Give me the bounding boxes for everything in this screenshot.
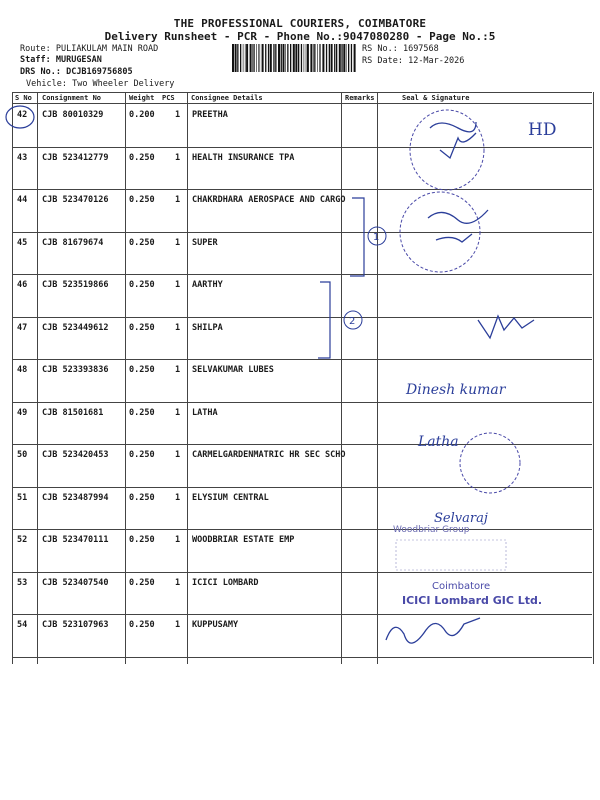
rs-date-line <box>362 56 464 66</box>
barcode-bar <box>319 44 320 72</box>
row-pcs: 1 <box>175 492 181 503</box>
row-pcs: 1 <box>175 237 181 248</box>
row-pcs: 1 <box>175 110 181 120</box>
barcode-bar <box>348 44 349 72</box>
sig-latha: Latha <box>418 434 459 450</box>
barcode-bar <box>329 44 330 72</box>
row-consignment-no: CJB 523487994 <box>42 492 109 503</box>
barcode-bar <box>341 44 342 72</box>
row-weight: 0.250 <box>129 450 155 460</box>
rs-no-value: 1697568 <box>402 44 439 54</box>
row-border <box>12 317 592 318</box>
row-consignment-no: CJB 523519866 <box>42 280 109 290</box>
row-consignee: SHILPA <box>192 322 223 333</box>
row-sno: 47 <box>17 322 28 333</box>
col-divider-remarks <box>377 92 378 664</box>
row-sno: 52 <box>17 535 28 545</box>
row-consignment-no: CJB 523107963 <box>42 620 109 630</box>
row-consignee: CHAKRDHARA AEROSPACE AND CARGO <box>192 195 346 205</box>
col-divider-details <box>341 92 342 664</box>
row-weight: 0.250 <box>129 195 155 205</box>
row-border <box>12 487 592 488</box>
row-consignment-no: CJB 523449612 <box>42 322 109 333</box>
row-consignee: ICICI LOMBARD <box>192 577 259 588</box>
barcode-bar <box>326 44 327 72</box>
barcode-bar <box>293 44 295 72</box>
barcode-bar <box>317 44 318 72</box>
rs-no-label: RS No.: <box>362 44 398 54</box>
annot-one: 1 <box>373 232 380 243</box>
row-consignment-no: CJB 523407540 <box>42 577 109 588</box>
barcode-bar <box>273 44 274 72</box>
col-header-details: Consignee Details <box>191 94 263 102</box>
col-divider-sno <box>37 92 38 664</box>
row-sno: 50 <box>17 450 28 460</box>
col-header-remarks: Remarks <box>345 94 375 102</box>
row-weight: 0.250 <box>129 280 155 290</box>
barcode-bar <box>237 44 238 72</box>
stamp-icici: ICICI Lombard GIC Ltd. <box>402 594 543 607</box>
row-consignee: LATHA <box>192 407 218 418</box>
barcode-bar <box>290 44 291 72</box>
table-top-border <box>12 92 592 93</box>
stamp-coimbatore: Coimbatore <box>432 581 491 592</box>
barcode-bar <box>287 44 288 72</box>
vehicle-value: Two Wheeler Delivery <box>72 79 175 89</box>
rs-no-line <box>362 44 439 54</box>
barcode-bar <box>295 44 297 72</box>
staff-value: MURUGESAN <box>55 55 102 65</box>
row-weight: 0.250 <box>129 365 155 375</box>
sig-selvaraj: Selvaraj <box>434 511 488 526</box>
row-border <box>12 147 592 148</box>
col-divider-pcs <box>187 92 188 664</box>
row-pcs: 1 <box>175 620 181 630</box>
barcode-bar <box>304 44 305 72</box>
barcode-bar <box>320 44 321 72</box>
col-header-consignment: Consignment No <box>42 94 102 102</box>
row-weight: 0.250 <box>129 237 155 248</box>
barcode-bar <box>252 44 253 72</box>
row-pcs: 1 <box>175 195 181 205</box>
row-border <box>12 657 592 658</box>
row-pcs: 1 <box>175 365 181 375</box>
row-pcs: 1 <box>175 152 181 163</box>
row-consignee: CARMELGARDENMATRIC HR SEC SCHO <box>192 450 346 460</box>
col-header-pcs: PCS <box>162 94 175 102</box>
barcode-bar <box>270 44 272 72</box>
row-consignment-no: CJB 523420453 <box>42 450 109 460</box>
barcode-bar <box>240 44 241 72</box>
row-consignee: HEALTH INSURANCE TPA <box>192 152 295 163</box>
barcode-bar <box>331 44 333 72</box>
barcode-bar <box>346 44 347 72</box>
row-border <box>12 402 592 403</box>
sig-dinesh: Dinesh kumar <box>406 382 506 398</box>
barcode-bar <box>278 44 280 72</box>
row-border <box>12 359 592 360</box>
row-consignment-no: CJB 81679674 <box>42 237 104 248</box>
staff-line <box>20 55 102 65</box>
row-consignment-no: CJB 523412779 <box>42 152 109 163</box>
row-weight: 0.250 <box>129 535 155 545</box>
barcode-bar <box>232 44 234 72</box>
table-header-border <box>12 103 592 104</box>
barcode-bar <box>339 44 341 72</box>
row-sno: 44 <box>17 195 28 205</box>
row-consignment-no: CJB 80010329 <box>42 110 104 120</box>
row-sno: 51 <box>17 492 28 503</box>
row-border <box>12 529 592 530</box>
row-pcs: 1 <box>175 407 181 418</box>
row-consignment-no: CJB 523470126 <box>42 195 109 205</box>
row-sno: 48 <box>17 365 28 375</box>
row-weight: 0.250 <box>129 152 155 163</box>
row-consignee: ELYSIUM CENTRAL <box>192 492 269 503</box>
barcode-bar <box>336 44 337 72</box>
row-sno: 54 <box>17 620 28 630</box>
barcode-bar <box>256 44 257 72</box>
rs-date-value: 12-Mar-2026 <box>408 56 465 66</box>
barcode-bar <box>246 44 248 72</box>
row-pcs: 1 <box>175 450 181 460</box>
barcode-bar <box>253 44 254 72</box>
row-pcs: 1 <box>175 280 181 290</box>
drs-value: DCJB169756805 <box>66 67 133 77</box>
barcode-bar <box>283 44 285 72</box>
row-consignment-no: CJB 523470111 <box>42 535 109 545</box>
barcode-bar <box>314 44 315 72</box>
row-sno: 46 <box>17 280 28 290</box>
col-header-sno: S No <box>15 94 32 102</box>
barcode-bar <box>307 44 309 72</box>
col-header-weight: Weight <box>129 94 155 102</box>
row-consignee: KUPPUSAMY <box>192 620 239 630</box>
row-weight: 0.250 <box>129 620 155 630</box>
drs-label: DRS No.: <box>20 67 61 77</box>
barcode-bar <box>322 44 324 72</box>
vehicle-line <box>26 79 174 89</box>
barcode-bar <box>298 44 299 72</box>
col-divider-cno <box>125 92 126 664</box>
runsheet-title: Delivery Runsheet - PCR - Phone No.:9047080280 - Page No.:5 <box>104 30 496 43</box>
vehicle-label: Vehicle: <box>26 79 67 89</box>
barcode-bar <box>262 44 264 72</box>
row-consignment-no: CJB 523393836 <box>42 365 109 375</box>
row-sno: 45 <box>17 237 28 248</box>
barcode-bar <box>313 44 314 72</box>
row-consignee: SUPER <box>192 237 218 248</box>
route-label: Route: <box>20 44 51 54</box>
barcode-bar <box>275 44 276 72</box>
route-value: PULIAKULAM MAIN ROAD <box>55 44 159 54</box>
row-sno: 42 <box>17 110 28 120</box>
barcode-bar <box>334 44 335 72</box>
row-consignee: WOODBRIAR ESTATE EMP <box>192 535 295 545</box>
row-sno: 53 <box>17 577 28 588</box>
company-title: THE PROFESSIONAL COURIERS, COIMBATORE <box>173 17 427 30</box>
row-weight: 0.250 <box>129 577 155 588</box>
barcode-bar <box>281 44 282 72</box>
barcode-bar <box>265 44 266 72</box>
barcode-bar <box>235 44 237 72</box>
row-consignee: AARTHY <box>192 280 223 290</box>
stamp-woodbriar: Woodbriar Group <box>393 525 470 535</box>
annot-two: 2 <box>349 316 356 327</box>
staff-label: Staff: <box>20 55 51 65</box>
barcode-bar <box>351 44 352 72</box>
row-border <box>12 274 592 275</box>
row-consignee: PREETHA <box>192 110 228 120</box>
route-line <box>20 44 158 54</box>
barcode-bar <box>310 44 312 72</box>
barcode-image <box>232 44 356 72</box>
drs-line <box>20 67 133 77</box>
row-sno: 49 <box>17 407 28 418</box>
barcode-bar <box>354 44 356 72</box>
annot-hd: HD <box>528 120 557 140</box>
barcode-bar <box>243 44 244 72</box>
barcode-bar <box>301 44 302 72</box>
barcode-bar <box>268 44 269 72</box>
row-pcs: 1 <box>175 322 181 333</box>
row-border <box>12 444 592 445</box>
row-consignee: SELVAKUMAR LUBES <box>192 365 274 375</box>
row-pcs: 1 <box>175 535 181 545</box>
row-weight: 0.250 <box>129 322 155 333</box>
row-weight: 0.250 <box>129 407 155 418</box>
row-sno: 43 <box>17 152 28 163</box>
barcode-bar <box>260 44 261 72</box>
row-pcs: 1 <box>175 577 181 588</box>
row-border <box>12 232 592 233</box>
barcode-bar <box>343 44 345 72</box>
barcode-bar <box>285 44 286 72</box>
row-consignment-no: CJB 81501681 <box>42 407 104 418</box>
barcode-bar <box>258 44 259 72</box>
barcode-bar <box>245 44 246 72</box>
row-weight: 0.200 <box>129 110 155 120</box>
barcode-bar <box>306 44 307 72</box>
row-border <box>12 189 592 190</box>
barcode-bar <box>250 44 252 72</box>
col-header-seal: Seal & Signature <box>402 94 470 102</box>
rs-date-label: RS Date: <box>362 56 403 66</box>
row-weight: 0.250 <box>129 492 155 503</box>
row-border <box>12 614 592 615</box>
row-border <box>12 572 592 573</box>
